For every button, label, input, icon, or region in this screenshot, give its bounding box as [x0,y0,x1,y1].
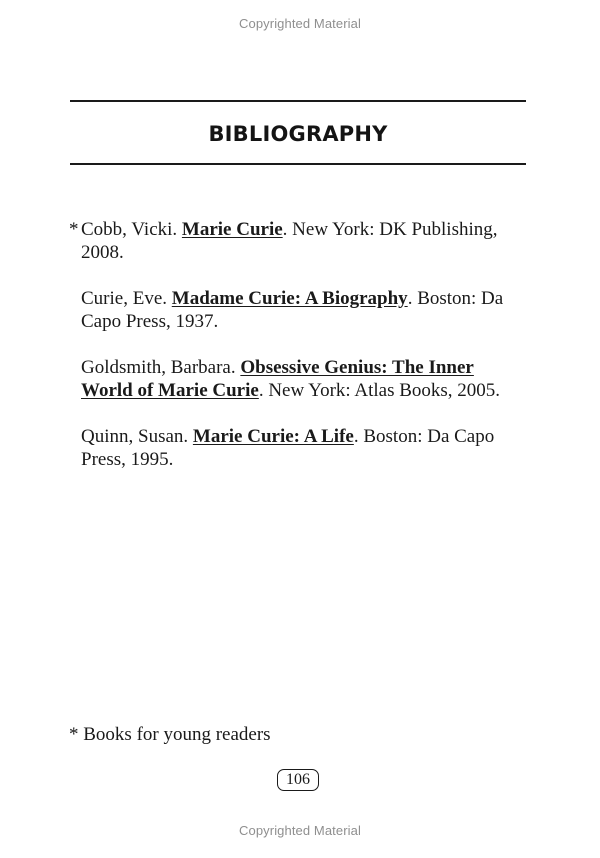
page-number: 106 [277,769,319,791]
entry-title: Madame Curie: A Biography [171,288,408,309]
entry-author: Cobb, Vicki. [81,219,182,240]
entry-publication: . New York: Atlas Books, 2005. [258,380,501,401]
bibliography-entry [81,287,521,333]
bibliography-entry [81,425,521,471]
footnote: * Books for young readers [69,724,271,745]
entry-author: Quinn, Susan. [81,426,193,447]
entry-title: Marie Curie: A Life [192,426,354,447]
entry-author: Curie, Eve. [81,288,172,309]
page-title: BIBLIOGRAPHY [208,122,388,146]
copyright-watermark-bottom: Copyrighted Material [239,823,361,838]
heading-rule-bottom [70,163,526,165]
bibliography-entry [81,218,521,264]
entry-publication: . Boston: Da Capo Press, 1995. [81,426,495,470]
young-readers-marker: * [69,219,79,240]
heading-rule-top [70,100,526,102]
entry-author: Goldsmith, Barbara. [81,357,241,378]
entry-publication: . Boston: Da Capo Press, 1937. [81,288,504,332]
entry-title: Marie Curie [181,219,283,240]
entry-publication: . New York: DK Publishing, 2008. [81,219,498,263]
copyright-watermark-top: Copyrighted Material [239,16,361,31]
entry-title: Obsessive Genius: The Inner World of Marie Curie [81,357,474,401]
bibliography-entry [81,356,521,402]
